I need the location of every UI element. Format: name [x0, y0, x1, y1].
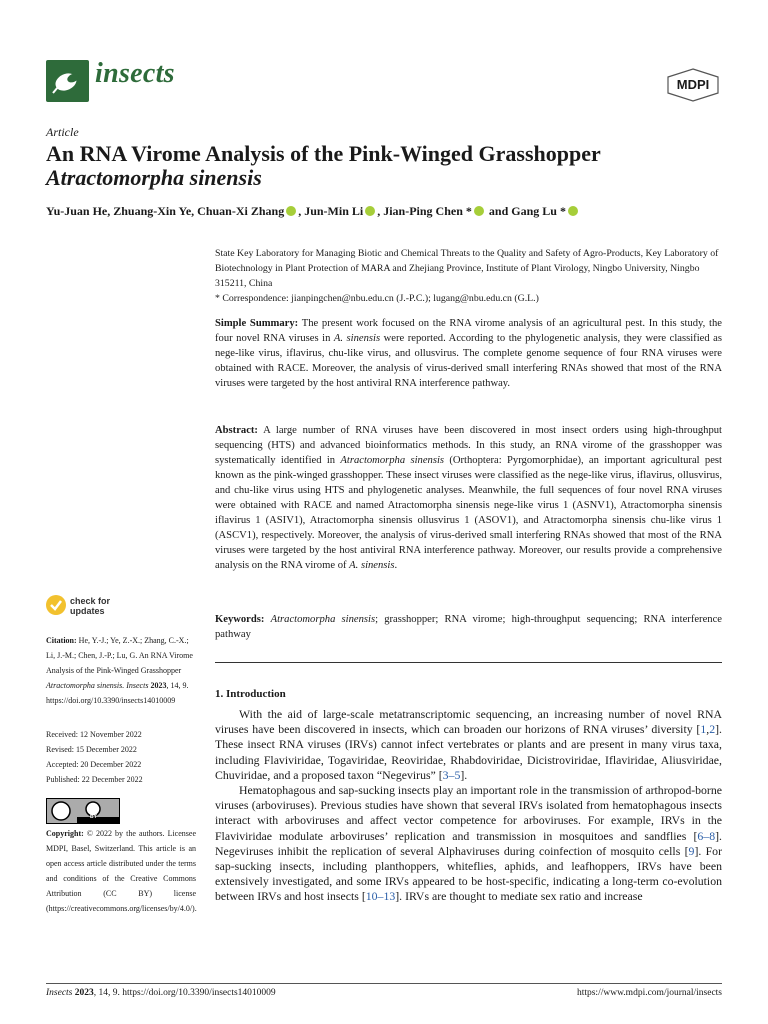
paragraph: [215, 783, 722, 905]
check-line-1: check for: [70, 596, 111, 606]
revised-date: Revised: 15 December 2022: [46, 745, 137, 754]
check-for-updates-button[interactable]: [70, 596, 110, 616]
copyright-label: Copyright:: [46, 829, 84, 838]
footer-doi[interactable]: , 14, 9. https://doi.org/10.3390/insects14010009: [93, 988, 276, 998]
section-heading: 1. Introduction: [215, 688, 286, 700]
species-name: A. sinensis: [333, 333, 381, 344]
publisher-name: MDPI: [676, 77, 710, 92]
title-line-2: Atractomorpha sinensis: [46, 165, 262, 190]
species-name: Atractomorpha sinensis: [340, 455, 445, 466]
citation-link[interactable]: 1: [700, 722, 707, 737]
footer-citation: [46, 988, 276, 998]
accepted-date: Accepted: 20 December 2022: [46, 760, 142, 769]
journal-logo-icon: [46, 60, 89, 102]
affiliations: [215, 246, 722, 306]
footer-year: 2023: [72, 988, 94, 998]
copyright-block: [46, 826, 196, 916]
orcid-icon[interactable]: [365, 206, 375, 216]
keywords: [215, 612, 722, 642]
orcid-icon[interactable]: [474, 206, 484, 216]
paragraph-text: ]. IRVs are thought to mediate sex ratio and increase: [395, 889, 643, 904]
citation-journal: Atractomorpha sinensis. Insects: [46, 681, 149, 690]
introduction-body: [215, 707, 722, 905]
simple-summary: [215, 316, 722, 391]
simple-summary-label: Simple Summary:: [215, 318, 299, 329]
citation-year: 2023: [148, 681, 167, 690]
paragraph-text: ].: [460, 767, 468, 782]
citation-link[interactable]: 2: [709, 722, 716, 737]
authors-part-4: and Gang Lu *: [485, 204, 566, 218]
check-for-updates-icon[interactable]: [46, 595, 66, 615]
title-line-1: An RNA Virome Analysis of the Pink-Winged Grasshopper: [46, 141, 601, 166]
citation-link[interactable]: 10–13: [365, 889, 396, 904]
check-line-2: updates: [70, 606, 105, 616]
abstract-text: .: [394, 560, 398, 571]
journal-name: insects: [95, 58, 175, 89]
paragraph-text: ]. For sap-sucking insects, including planthoppers, whiteflies, aphids, and leafhoppers, IRVs have been extensively investigated, and some IRVs appeared to be host-specific, indicating a long-term co-evolution between IRVs and host insects [: [215, 843, 723, 904]
abstract-label: Abstract:: [215, 425, 258, 436]
abstract: [215, 423, 722, 573]
species-name: Atractomorpha sinensis: [270, 614, 376, 625]
published-date: Published: 22 December 2022: [46, 775, 143, 784]
publisher-logo: [666, 68, 720, 102]
citation-link[interactable]: 9: [688, 843, 695, 858]
date-block: [46, 727, 196, 787]
abstract-text: (Orthoptera: Pyrgomorphidae), an important agricultural pest known as the pink-winged grasshopper. These insect viruses were classified as the nege-like virus, iflavirus, ollusvirus, and chu-like virus using HTS and phylogenetic analyses. Meanwhile, the full sequences of four novel RNA viruses were obtained with RACE and named Atractomorpha sinensis nege-like virus 1 (ASNV1), Atractomorpha sinensis iflavirus 1 (ASIV1), Atractomorpha sinensis ollusvirus 1 (ASOV1), and Atractomorpha sinensis chu-like virus 1 (ASCV1), respectively. Moreover, the analysis of virus-derived small interfering RNAs showed that most of the RNA viruses were targeted by the host antiviral RNA interference pathway. Moreover, our results provide a comprehensive analysis on the RNA virome of: [215, 455, 722, 571]
copyright-text: © 2022 by the authors. Licensee MDPI, Basel, Switzerland. This article is an open access article distributed under the terms and conditions of the Creative Commons Attribution (CC BY) license (https://creativecommons.org/licenses/by/4.0/).: [46, 829, 197, 913]
paragraph: [215, 707, 722, 783]
article-title: [46, 142, 746, 190]
footer-url[interactable]: https://www.mdpi.com/journal/insects: [576, 988, 722, 998]
simple-summary-text: were reported. According to the phylogenetic analysis, they were classified as nege-like virus, iflavirus, chu-like virus, and ollusvirus. The complete genome sequence of four RNA viruses were obtained with RACE. Moreover, the analysis of virus-derived small interfering RNAs showed that most of the RNA viruses were targeted by the host antiviral RNA interference pathway.: [215, 333, 722, 389]
paragraph-text: ]. These insect RNA viruses (IRVs) cannot infect vertebrates or plants and are present in many virus taxa, including Flaviviridae, Togaviridae, Reoviridae, Rhabdoviridae, Dicistroviridae, Iflaviridae, Aliusviridae, Chuviridae, and a proposed taxon “Negevirus” [: [215, 722, 722, 782]
cc-by-label: BY: [90, 814, 97, 820]
correspondence: * Correspondence: jianpingchen@nbu.edu.cn (J.-P.C.); lugang@nbu.edu.cn (G.L.): [215, 293, 539, 304]
citation-link[interactable]: 6–8: [697, 828, 716, 843]
cc-license-icon[interactable]: [46, 798, 120, 824]
citation-text: , 14, 9. https://doi.org/10.3390/insects14010009: [46, 681, 189, 705]
article-type: Article: [46, 125, 79, 139]
citation-block: [46, 633, 196, 708]
paragraph-text: With the aid of large-scale metatranscriptomic sequencing, an increasing number of novel RNA viruses have been discovered in insects, which can broaden our horizons of RNA viruses’ diversity [: [215, 707, 722, 737]
received-date: Received: 12 November 2022: [46, 730, 142, 739]
authors-part-3: , Jian-Ping Chen *: [377, 204, 472, 218]
species-name: A. sinensis: [349, 560, 395, 571]
footer-divider: [46, 983, 722, 984]
author-list: [46, 204, 580, 219]
citation-text: He, Y.-J.; Ye, Z.-X.; Zhang, C.-X.; Li, J.-M.; Chen, J.-P.; Lu, G. An RNA Virome Analysis of the Pink-Winged Grasshopper: [46, 636, 193, 675]
orcid-icon[interactable]: [568, 206, 578, 216]
authors-part-1: Yu-Juan He, Zhuang-Xin Ye, Chuan-Xi Zhang: [46, 204, 285, 218]
citation-link[interactable]: 3–5: [442, 767, 461, 782]
affiliation-1: State Key Laboratory for Managing Biotic and Chemical Threats to the Quality and Safety of Agro-Products, Key Laboratory of Biotechnology in Plant Protection of MARA and Zhejiang Province, Institute of Plant Virology, Ningbo University, Ningbo 315211, China: [215, 248, 719, 289]
paragraph-text: Hematophagous and sap-sucking insects play an important role in the transmission of arthropod-borne viruses (arboviruses). Previous studies have shown that several IRVs isolated from hematophagous insects interact with arboviruses and affect vector competence for arboviruses. For example, IRVs in the Flaviviridae modulate arboviruses’ replication and transmission in mosquitoes and sandflies [: [215, 783, 722, 843]
orcid-icon[interactable]: [286, 206, 296, 216]
footer-journal: Insects: [46, 988, 73, 998]
simple-summary-text: The present work focused on the RNA virome analysis of an agricultural pest. In this study, the four novel RNA viruses in: [215, 318, 722, 344]
paragraph-text: ]. Negeviruses inhibit the replication of several Alphaviruses during coinfection of mosquito cells [: [215, 828, 722, 858]
abstract-text: A large number of RNA viruses have been discovered in most insect orders using high-throughput sequencing (HTS) and advanced bioinformatics methods. In this study, an RNA virome of the grasshopper was systematically identified in: [215, 425, 722, 466]
section-divider: [215, 662, 722, 663]
keywords-label: Keywords:: [215, 614, 265, 625]
keywords-text: ; grasshopper; RNA virome; high-throughput sequencing; RNA interference pathway: [215, 614, 722, 640]
paragraph-text: ,: [706, 722, 710, 737]
citation-label: Citation:: [46, 636, 77, 645]
authors-part-2: , Jun-Min Li: [298, 204, 364, 218]
